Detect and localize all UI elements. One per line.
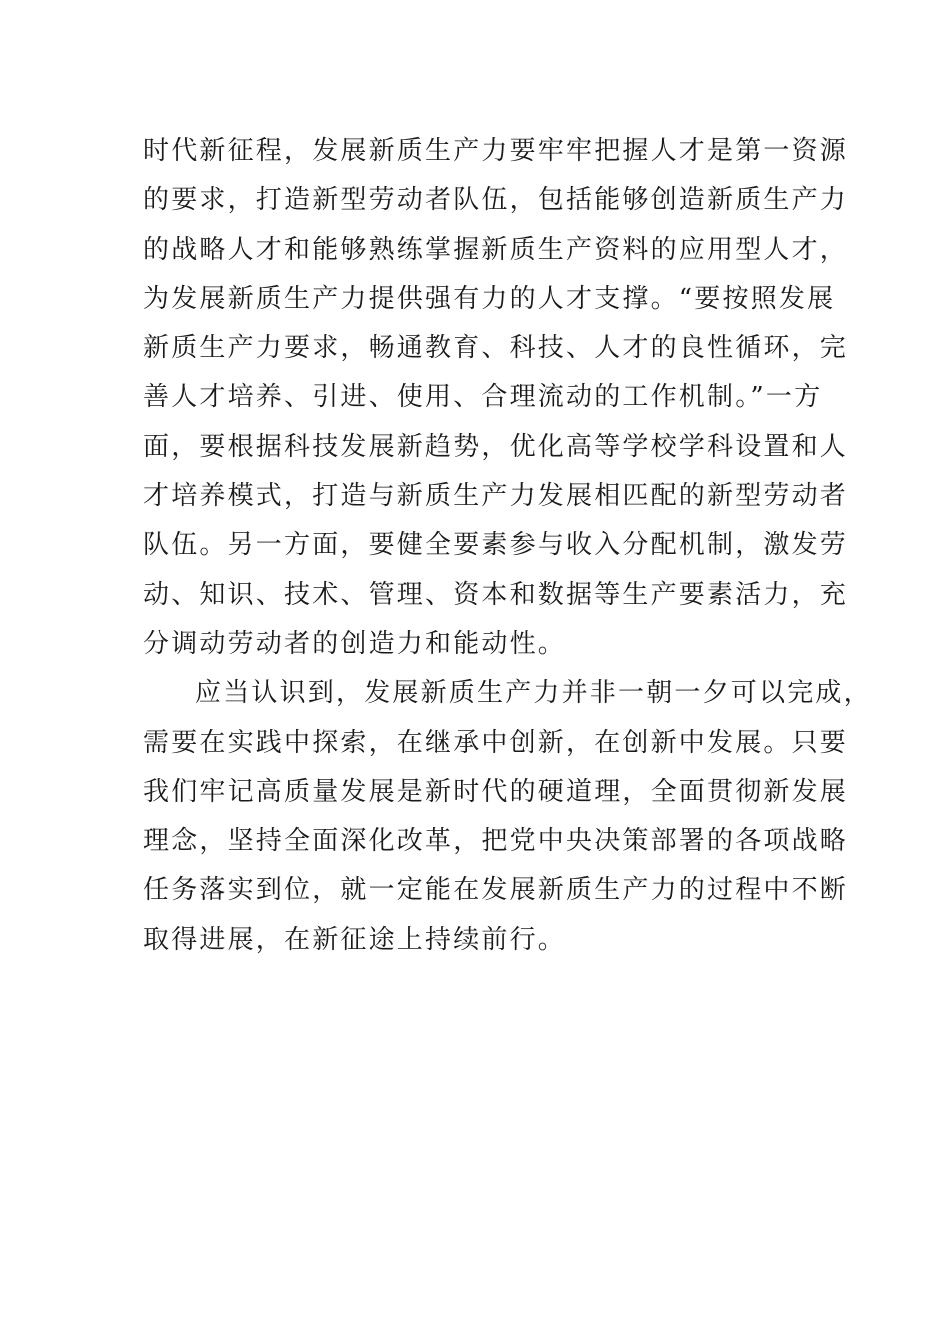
text-line: 时代新征程，发展新质生产力要牢牢把握人才是第一资源 <box>143 136 849 166</box>
paragraph-2 <box>143 669 872 965</box>
text-line: 面，要根据科技发展新趋势，优化高等学校学科设置和人 <box>143 431 849 462</box>
text-line: 才培养模式，打造与新质生产力发展相匹配的新型劳动者 <box>143 481 849 512</box>
text-line: 队伍。另一方面，要健全要素参与收入分配机制，激发劳 <box>143 530 849 561</box>
text-line: 取得进展，在新征途上持续前行。 <box>143 924 567 955</box>
text-line: 我们牢记高质量发展是新时代的硬道理，全面贯彻新发展 <box>143 776 849 807</box>
text-line: 任务落实到位，就一定能在发展新质生产力的过程中不断 <box>143 875 849 906</box>
text-line: 善人才培养、引进、使用、合理流动的工作机制。”一方 <box>143 382 823 413</box>
text-line: 的战略人才和能够熟练掌握新质生产资料的应用型人才， <box>143 234 849 265</box>
body-text <box>143 127 872 965</box>
text-line: 动、知识、技术、管理、资本和数据等生产要素活力，充 <box>143 579 849 610</box>
text-line-indented: 应当认识到，发展新质生产力并非一朝一夕可以完成， <box>195 678 872 709</box>
paragraph-1 <box>143 127 849 669</box>
text-line: 理念，坚持全面深化改革，把党中央决策部署的各项战略 <box>143 826 849 857</box>
text-line: 的要求，打造新型劳动者队伍，包括能够创造新质生产力 <box>143 185 849 216</box>
text-line: 分调动劳动者的创造力和能动性。 <box>143 628 567 659</box>
text-line: 需要在实践中探索，在继承中创新，在创新中发展。只要 <box>143 727 849 758</box>
text-line: 为发展新质生产力提供强有力的人才支撑。“要按照发展 <box>143 283 836 314</box>
text-line: 新质生产力要求，畅通教育、科技、人才的良性循环，完 <box>143 333 849 364</box>
